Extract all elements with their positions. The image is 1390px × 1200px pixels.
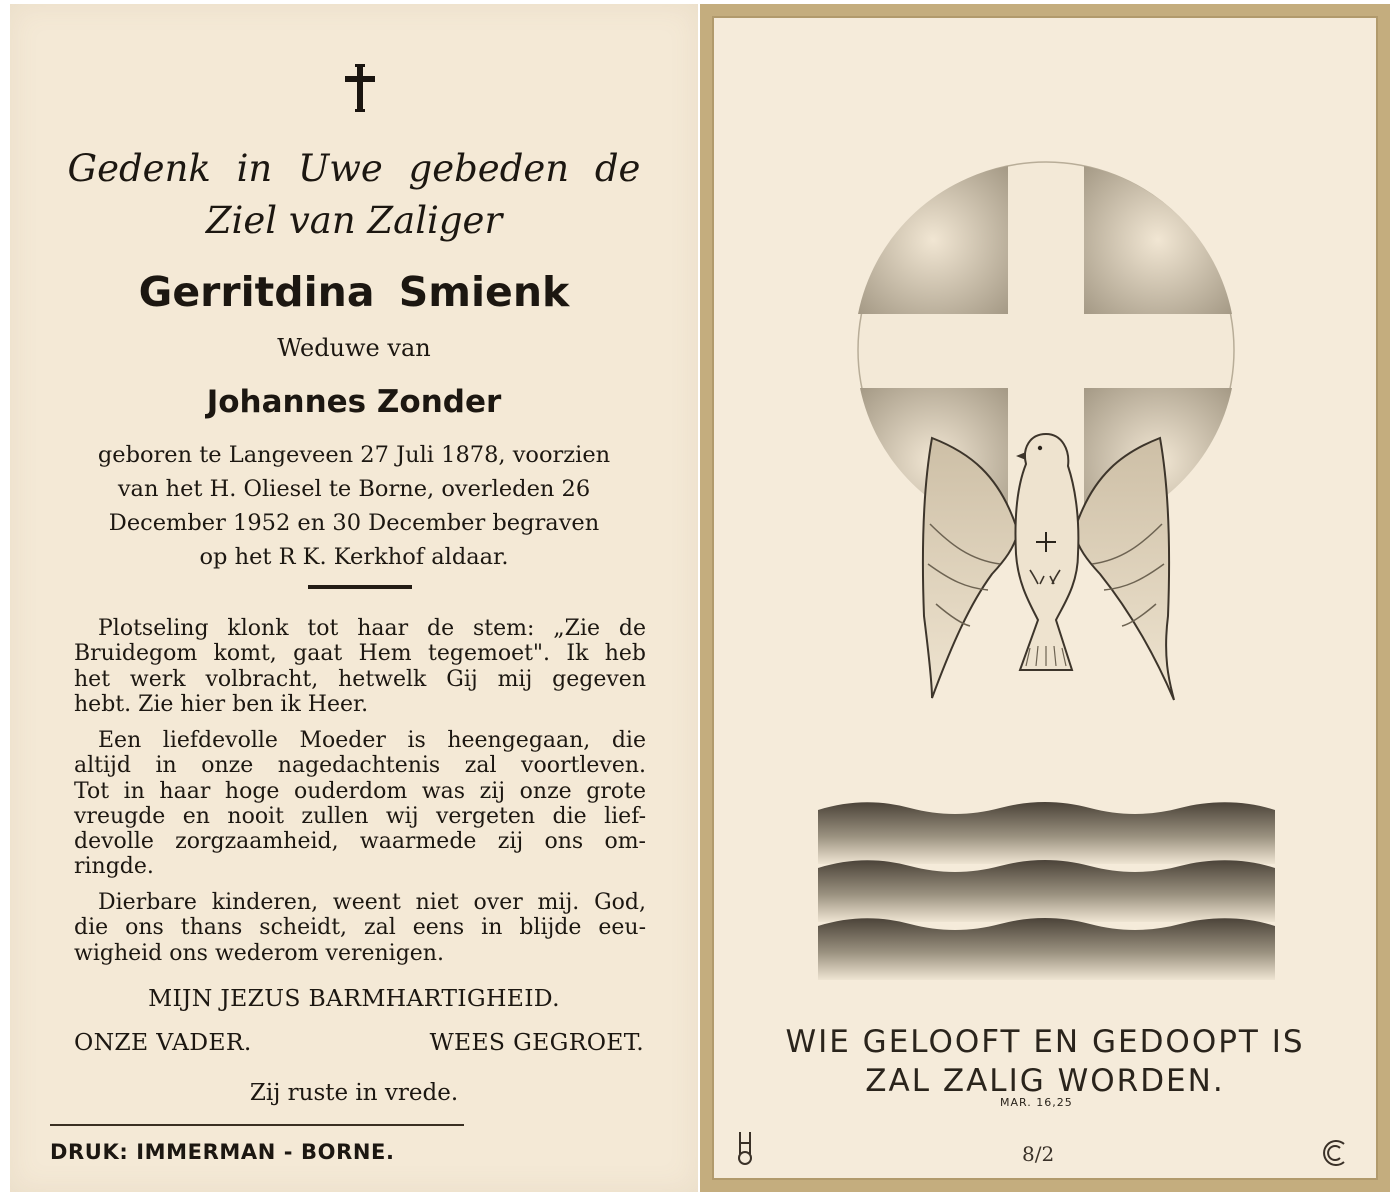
prayer-mercy: MIJN JEZUS BARMHARTIGHEID. [148, 984, 560, 1012]
paragraph-line: hebt. Zie hier ben ik Heer. [74, 691, 369, 717]
paragraph-farewell [74, 616, 646, 717]
memorial-card-image-side [700, 4, 1390, 1192]
scripture-line-1: WIE GELOOFT EN GEDOOPT IS [785, 1024, 1305, 1060]
details-line: van het H. Oliesel te Borne, overleden 26 [117, 476, 591, 502]
paragraph-line: altijd in onze nagedachtenis zal voortleven. [74, 753, 646, 779]
deceased-name: Gerritdina Smienk [138, 268, 570, 316]
scripture-reference: MAR. 16,25 [1000, 1096, 1073, 1109]
copyright-mark-icon [1320, 1138, 1350, 1168]
footer-rule [50, 1124, 464, 1126]
card-number: 8/2 [1022, 1142, 1055, 1166]
paragraph-line: het werk volbracht, hetwelk Gij mij gegeven [74, 666, 646, 692]
paragraph-line: devolle zorgzaamheid, waarmede zij ons om- [74, 829, 646, 855]
printer-imprint: DRUK: IMMERMAN - BORNE. [50, 1140, 395, 1164]
paragraph-line: ringde. [74, 854, 154, 880]
paragraph-line: Een liefdevolle Moeder is heengegaan, die [98, 728, 646, 753]
paragraph-children [74, 890, 646, 966]
memorial-card-text-side [10, 4, 698, 1192]
dove-icon [923, 434, 1174, 700]
cross-icon [342, 62, 378, 114]
prayer-our-father: ONZE VADER. [74, 1028, 252, 1056]
paragraph-line: vreugde en nooit zullen wij vergeten die lief- [74, 803, 646, 829]
paragraph-line: die ons thans scheidt, zal eens in blijde eeu- [74, 915, 646, 941]
illustration [700, 4, 1390, 1192]
paragraph-line: Dierbare kinderen, weent niet over mij. God, [98, 890, 646, 915]
spouse-name: Johannes Zonder [206, 384, 502, 420]
scripture-line-2: ZAL ZALIG WORDEN. [865, 1063, 1225, 1099]
prayer-hail-mary: WEES GEGROET. [429, 1028, 644, 1056]
details-line: geboren te Langeveen 27 Juli 1878, voorzien [97, 442, 611, 468]
biographical-details [10, 438, 698, 574]
paragraph-mother [74, 728, 646, 880]
rest-in-peace: Zij ruste in vrede. [249, 1080, 459, 1106]
paragraph-line: wigheid ons wederom verenigen. [74, 940, 444, 966]
intro-line-2: Ziel van Zaliger [205, 199, 503, 242]
artist-monogram-icon [734, 1130, 758, 1166]
separator-rule [308, 585, 412, 589]
details-line: op het R K. Kerkhof aldaar. [199, 544, 509, 570]
waves-icon [818, 802, 1275, 980]
intro-line-1: Gedenk in Uwe gebeden de [67, 147, 641, 190]
details-line: December 1952 en 30 December begraven [108, 510, 600, 536]
paragraph-line: Bruidegom komt, gaat Hem tegemoet". Ik heb [74, 641, 646, 667]
relation-label: Weduwe van [277, 334, 431, 362]
paragraph-line: Tot in haar hoge ouderdom was zij onze grote [74, 778, 646, 804]
paragraph-line: Plotseling klonk tot haar de stem: „Zie de [98, 616, 646, 641]
